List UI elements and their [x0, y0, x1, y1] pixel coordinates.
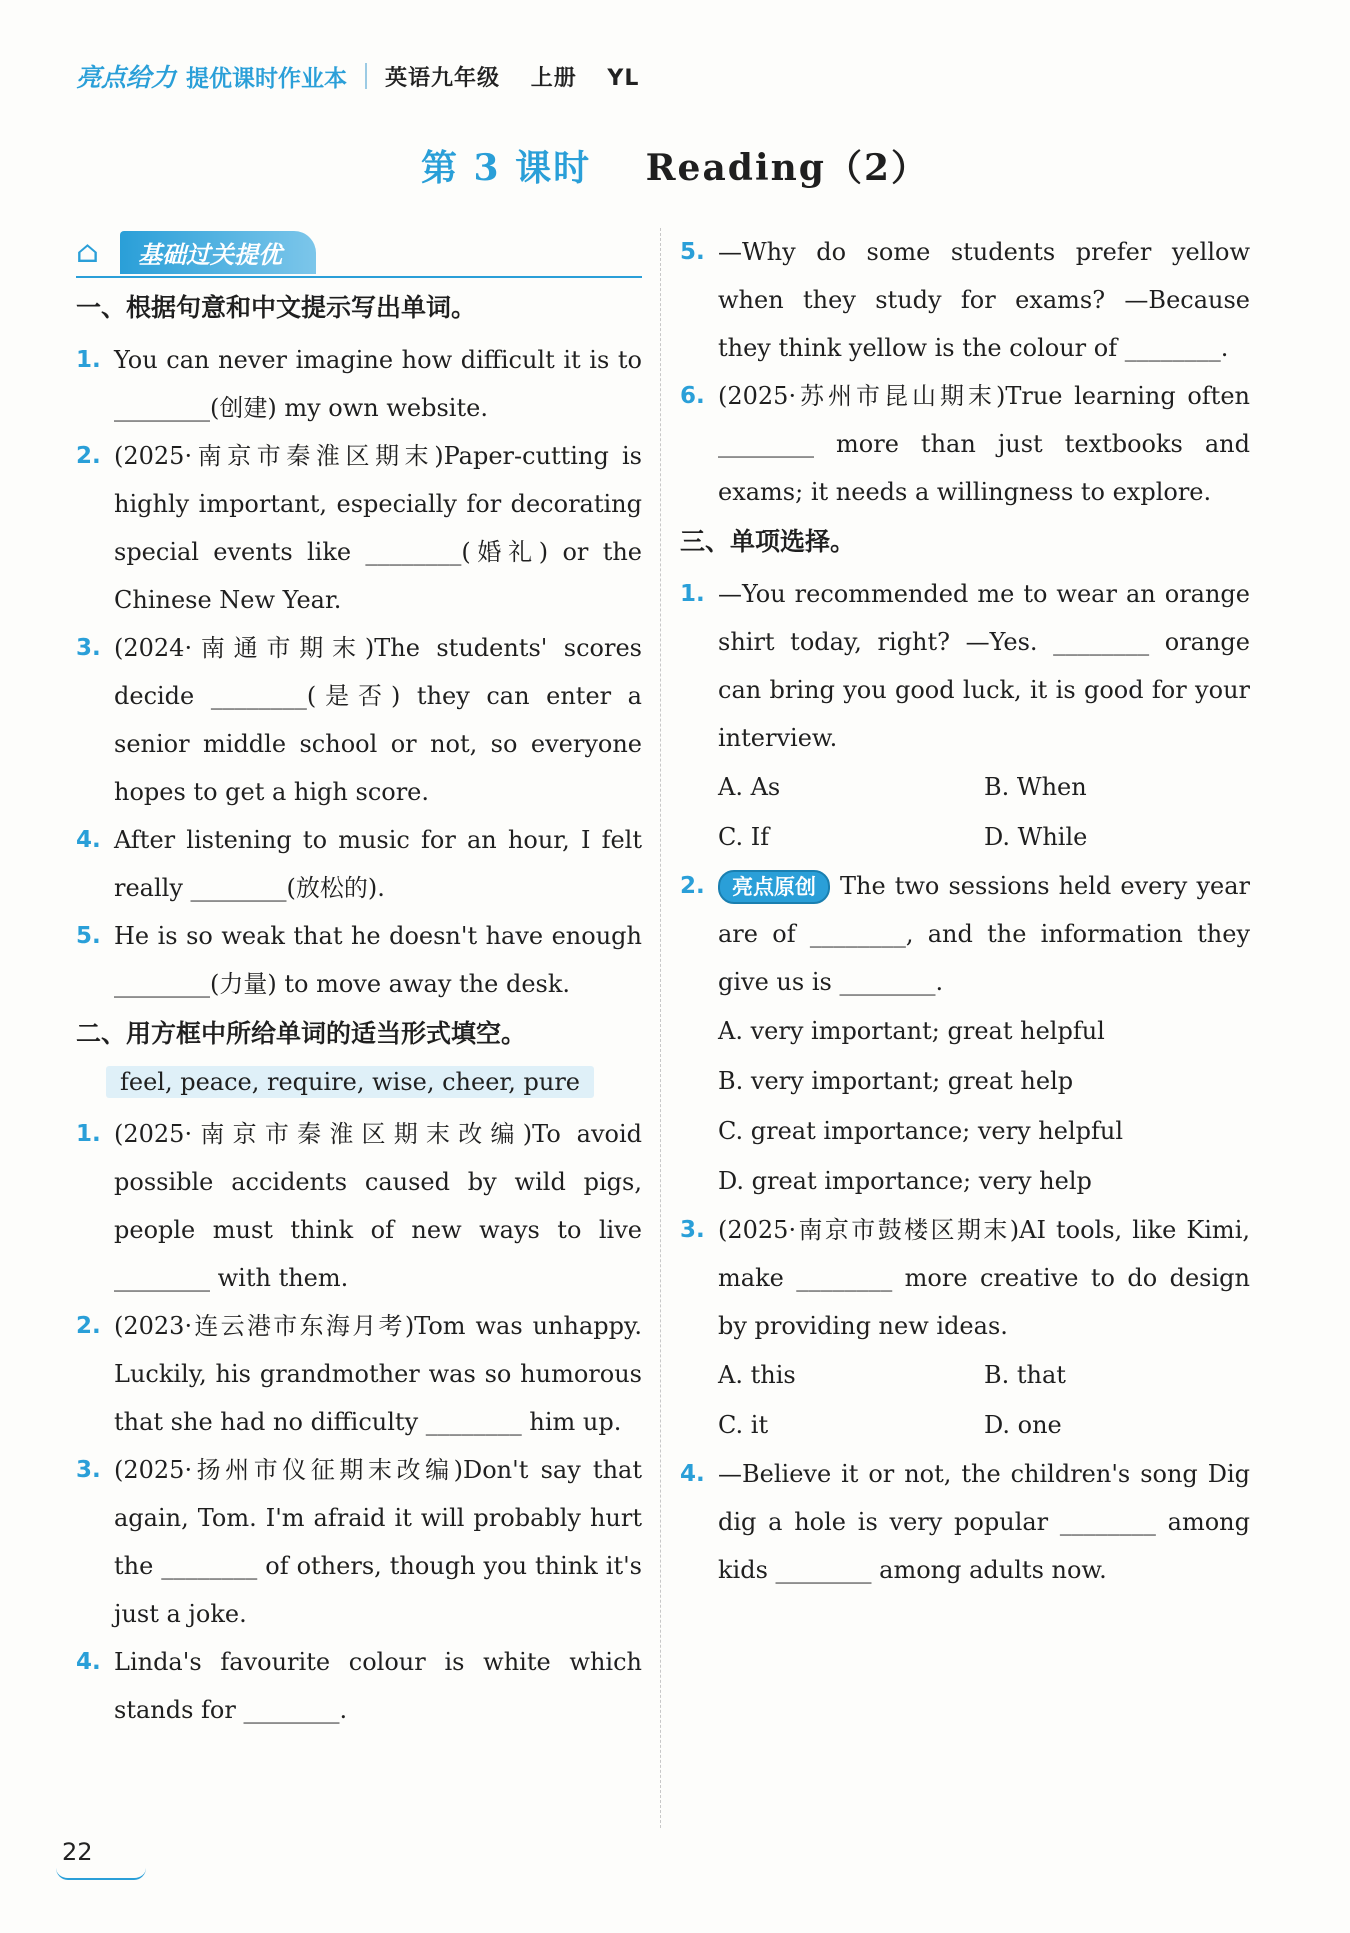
- question-text: —Why do some students prefer yellow when they study for exams? —Because they think yellow is the colour of ________.: [718, 238, 1250, 362]
- page-number: 22: [62, 1838, 93, 1866]
- question-number: 5.: [76, 923, 101, 949]
- question: [76, 336, 642, 432]
- question: [680, 862, 1250, 1006]
- option[interactable]: A. this: [718, 1361, 796, 1389]
- question-number: 4.: [76, 827, 101, 853]
- question: [680, 570, 1250, 762]
- section2-heading: 二、用方框中所给单词的适当形式填空。: [76, 1019, 527, 1048]
- page-header: [76, 56, 661, 96]
- question-number: 1.: [680, 581, 705, 607]
- word-box: feel, peace, require, wise, cheer, pure: [106, 1066, 594, 1098]
- question: [680, 1450, 1250, 1594]
- question-number: 6.: [680, 383, 705, 409]
- question-number: 1.: [76, 347, 101, 373]
- option[interactable]: B. When: [984, 773, 1087, 801]
- option[interactable]: A. As: [718, 773, 781, 801]
- question-number: 5.: [680, 239, 705, 265]
- question-text: (2024·南通市期末)The students' scores decide ________(是否) they can enter a senior middle school or not, so everyone hopes to get a high score.: [114, 634, 642, 806]
- options: [680, 1006, 1250, 1206]
- question-text: You can never imagine how difficult it is to ________(创建) my own website.: [114, 346, 642, 422]
- question: [76, 1638, 642, 1734]
- question-number: 4.: [680, 1461, 705, 1487]
- option[interactable]: B. very important; great help: [718, 1067, 1074, 1095]
- question-text: (2025·南京市鼓楼区期末)AI tools, like Kimi, make ________ more creative to do design by providing new ideas.: [718, 1216, 1250, 1340]
- question-text: The two sessions held every year are of ________, and the information they give us is ________.: [718, 872, 1250, 996]
- option[interactable]: A. very important; great helpful: [718, 1017, 1105, 1045]
- question-text: Linda's favourite colour is white which stands for ________.: [114, 1648, 642, 1724]
- question-text: (2025·南京市秦淮区期末改编)To avoid possible accidents caused by wild pigs, people must think of new ways to live ________ with them.: [114, 1120, 642, 1292]
- lesson-topic: Reading（2）: [645, 147, 930, 189]
- question-number: 1.: [76, 1121, 101, 1147]
- question-text: After listening to music for an hour, I felt really ________(放松的).: [114, 826, 642, 902]
- question: [76, 1302, 642, 1446]
- option[interactable]: C. it: [718, 1411, 769, 1439]
- section3-heading: 三、单项选择。: [680, 527, 856, 556]
- question: [76, 1446, 642, 1638]
- question-number: 4.: [76, 1649, 101, 1675]
- question: [76, 624, 642, 816]
- book-info: [385, 61, 661, 92]
- edition: YL: [607, 65, 640, 91]
- header-divider: [365, 63, 367, 89]
- question: [76, 1110, 642, 1302]
- options: [680, 762, 1250, 862]
- volume: 上册: [530, 65, 577, 91]
- column-divider: [660, 228, 661, 1828]
- question: [680, 228, 1250, 372]
- brand-logo: 亮点给力: [76, 63, 177, 92]
- right-column: [680, 228, 1250, 1594]
- section1-heading: 一、根据句意和中文提示写出单词。: [76, 293, 477, 322]
- question-text: (2025·苏州市昆山期末)True learning often ________ more than just textbooks and exams; it needs a willingness to explore.: [718, 382, 1250, 506]
- question: [76, 912, 642, 1008]
- original-badge: 亮点原创: [718, 870, 830, 904]
- question-text: (2025·扬州市仪征期末改编)Don't say that again, Tom. I'm afraid it will probably hurt the ________ of others, though you think it's just a joke.: [114, 1456, 642, 1628]
- left-column: [76, 228, 642, 1734]
- question-number: 2.: [76, 443, 101, 469]
- option[interactable]: D. While: [984, 823, 1088, 851]
- house-icon: ⌂: [76, 234, 99, 270]
- page-number-decoration: [56, 1868, 146, 1880]
- banner-label: 基础过关提优: [120, 231, 316, 274]
- option[interactable]: C. great importance; very helpful: [718, 1117, 1124, 1145]
- question-number: 3.: [680, 1217, 705, 1243]
- question: [680, 1206, 1250, 1350]
- option[interactable]: C. If: [718, 823, 770, 851]
- lesson-number: 第 3 课时: [420, 147, 592, 189]
- question: [680, 372, 1250, 516]
- page-title: [0, 140, 1350, 191]
- question-text: (2025·南京市秦淮区期末)Paper-cutting is highly important, especially for decorating special events like ________(婚礼) or the Chinese New Year.: [114, 442, 642, 614]
- question: [76, 432, 642, 624]
- question-text: (2023·连云港市东海月考)Tom was unhappy. Luckily, his grandmother was so humorous that she had no difficulty ________ him up.: [114, 1312, 642, 1436]
- subject: 英语九年级: [385, 65, 501, 91]
- question: [76, 816, 642, 912]
- option[interactable]: D. one: [984, 1411, 1062, 1439]
- question-text: He is so weak that he doesn't have enough ________(力量) to move away the desk.: [114, 922, 642, 998]
- question-text: —You recommended me to wear an orange shirt today, right? —Yes. ________ orange can bring you good luck, it is good for your interview.: [718, 580, 1250, 752]
- question-number: 2.: [76, 1313, 101, 1339]
- question-number: 2.: [680, 873, 705, 899]
- section-banner: [76, 228, 642, 278]
- options: [680, 1350, 1250, 1450]
- question-number: 3.: [76, 635, 101, 661]
- series-name: 提优课时作业本: [186, 65, 348, 92]
- question-text: —Believe it or not, the children's song Dig dig a hole is very popular ________ among kids ________ among adults now.: [718, 1460, 1250, 1584]
- option[interactable]: B. that: [984, 1361, 1066, 1389]
- option[interactable]: D. great importance; very help: [718, 1167, 1092, 1195]
- question-number: 3.: [76, 1457, 101, 1483]
